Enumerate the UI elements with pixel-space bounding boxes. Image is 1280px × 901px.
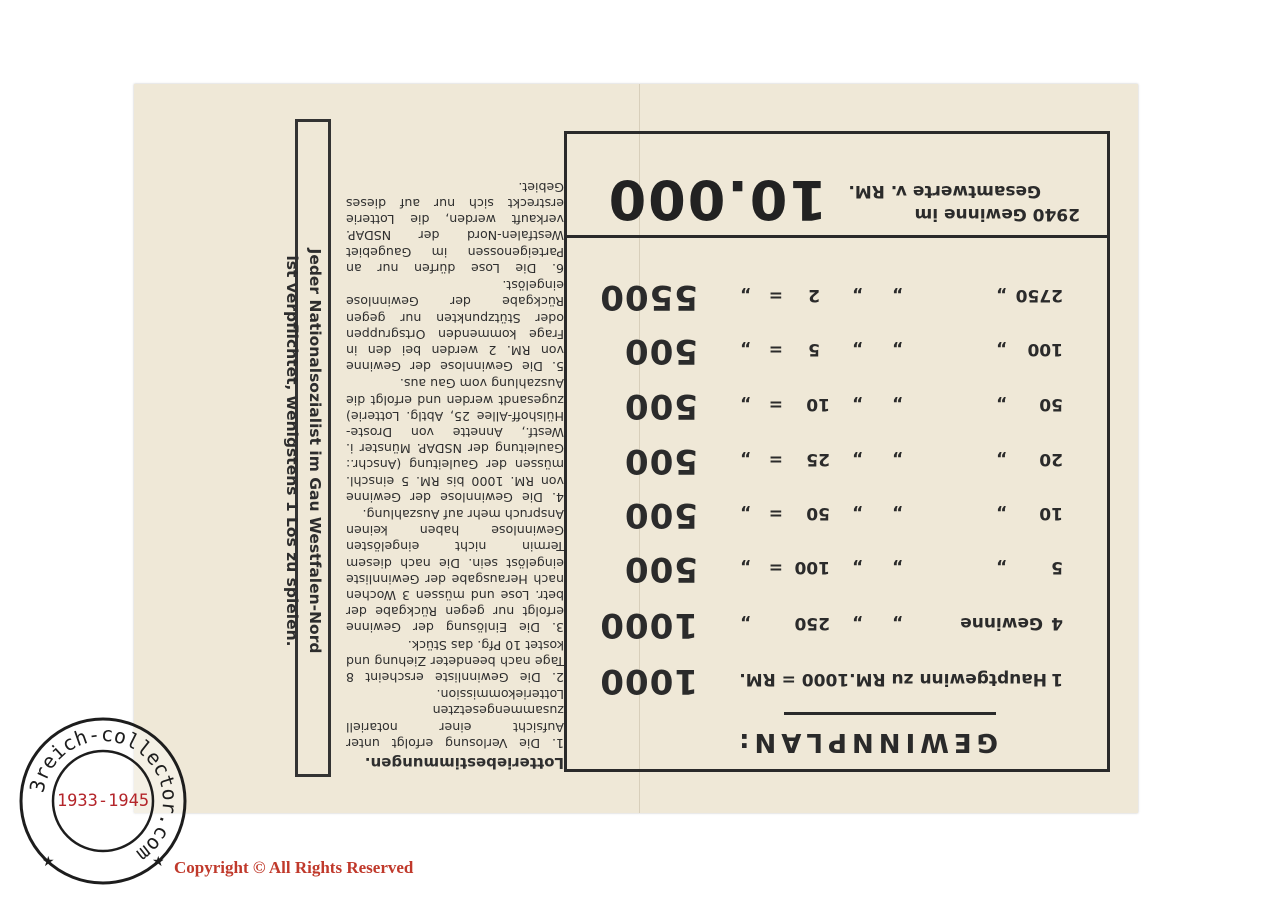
ditto-mark: „: [891, 285, 903, 305]
equals-sign: =: [768, 503, 783, 523]
ditto-mark: „: [891, 449, 903, 469]
ditto-mark: „: [739, 394, 751, 414]
ditto-mark: „: [891, 503, 903, 523]
prize-count: 100: [1027, 339, 1063, 359]
prize-amount: 5500: [599, 277, 698, 317]
notice-line-2: ist verpflichtet, wenigstens 1 Los zu spielen.: [283, 255, 301, 647]
prize-count: 2750: [1015, 285, 1063, 305]
prize-value: 2: [808, 285, 820, 305]
ditto-mark: „: [995, 394, 1007, 414]
ditto-mark: „: [851, 613, 863, 633]
rule-3: 3. Die Einlösung der Gewinne erfolgt nur gegen Rückgabe der betr. Lose und müssen 3 Wochen nach Herausgabe der Gewinnliste eingelöst sein. Die nach diesem Termin nicht eingelösten Gewinnlose haben keinen Anspruch mehr auf Auszahlung.: [346, 506, 564, 636]
stamp-star-left: ★: [42, 854, 55, 870]
ticket-content-rotated: [134, 84, 1138, 813]
collector-stamp: [18, 716, 188, 886]
ditto-mark: „: [995, 449, 1007, 469]
ditto-mark: „: [995, 285, 1007, 305]
prize-count: 5: [1051, 557, 1063, 577]
prize-amount: 500: [624, 331, 698, 371]
prize-count: 20: [1039, 449, 1063, 469]
copyright-notice: Copyright © All Rights Reserved: [174, 858, 414, 877]
stamp-star-right: ★: [152, 854, 165, 870]
rule-6: 6. Die Lose dürfen nur an Parteigenossen im Gaugebiet Westfalen-Nord der NSDAP. verkauft werden, die Lotterie erstreckt sich nur auf dieses Gebiet.: [346, 179, 564, 276]
ditto-mark: „: [739, 339, 751, 359]
equals-sign: =: [768, 449, 783, 469]
ditto-mark: „: [851, 449, 863, 469]
stamp-years: 1933-1945: [56, 791, 150, 811]
ditto-mark: „: [891, 394, 903, 414]
notice-text: [280, 131, 326, 771]
prize-amount: 1000: [599, 661, 698, 701]
equals-sign: =: [768, 285, 783, 305]
rule-4: 4. Die Gewinnlose der Gewinne von RM. 1000 bis RM. 5 einschl. müssen der Gauleitung (Anschr.: Gauleitung der NSDAP. Münster i. Westf., Annette von Droste-Hülshoff-Allee 25, Abtlg. Lotterie) zugesandt werden und erfolgt die Auszahlung vom Gau aus.: [346, 376, 564, 505]
ditto-mark: „: [891, 339, 903, 359]
prize-plan-box: [564, 131, 1110, 772]
total-count-text: 2940 Gewinne im: [914, 204, 1080, 224]
prize-amount: 500: [624, 441, 698, 481]
ditto-mark: „: [995, 339, 1007, 359]
ditto-mark: „: [891, 557, 903, 577]
ditto-mark: „: [851, 503, 863, 523]
ditto-mark: „: [891, 613, 903, 633]
prize-value: 5: [808, 339, 820, 359]
rule-5: 5. Die Gewinnlose der Gewinne von RM. 2 werden bei den in Frage kommenden Ortsgruppen oder Stützpunkten nur gegen Rückgabe der Gewinnlose eingelöst.: [346, 278, 564, 375]
prize-count: 10: [1039, 503, 1063, 523]
prize-value: 250: [794, 613, 830, 633]
lottery-rules: [346, 178, 564, 771]
ditto-mark: „: [851, 557, 863, 577]
rule-1: 1. Die Verlosung erfolgt unter Aufsicht einer notariell zusammengesetzten Lotteriekommission.: [346, 687, 564, 751]
prize-label: Gewinne: [960, 613, 1043, 633]
ditto-mark: „: [739, 285, 751, 305]
notice-line-1: Jeder Nationalsozialist im Gau Westfalen-Nord: [306, 248, 324, 654]
total-amount: 10.000: [606, 168, 827, 231]
total-separator: [567, 235, 1107, 238]
ditto-mark: „: [995, 503, 1007, 523]
plan-title-underline: [784, 712, 996, 715]
equals-sign: =: [768, 557, 783, 577]
equals-sign: =: [768, 339, 783, 359]
prize-label: Hauptgewinn zu RM.1000 = RM.: [739, 669, 1047, 689]
rules-title: Lotteriebestimmungen.: [364, 754, 564, 772]
prize-value: 10: [806, 394, 830, 414]
prize-amount: 500: [624, 549, 698, 589]
prize-value: 100: [794, 557, 830, 577]
ditto-mark: „: [739, 503, 751, 523]
ditto-mark: „: [995, 557, 1007, 577]
ditto-mark: „: [851, 339, 863, 359]
prize-value: 25: [806, 449, 830, 469]
prize-amount: 500: [624, 386, 698, 426]
prize-count: 4: [1051, 613, 1063, 633]
prize-amount: 1000: [599, 605, 698, 645]
prize-value: 50: [806, 503, 830, 523]
lottery-ticket: [134, 84, 1138, 813]
plan-title: GEWINNPLAN:: [734, 727, 998, 757]
ditto-mark: „: [739, 613, 751, 633]
equals-sign: =: [768, 394, 783, 414]
prize-count: 50: [1039, 394, 1063, 414]
ditto-mark: „: [851, 394, 863, 414]
prize-amount: 500: [624, 495, 698, 535]
ditto-mark: „: [739, 557, 751, 577]
stamp-ring-textpath: 3reich-collector.com: [24, 721, 183, 867]
prize-count: 1: [1051, 669, 1063, 689]
ditto-mark: „: [851, 285, 863, 305]
ditto-mark: „: [739, 449, 751, 469]
total-value-label: Gesamtwerte v. RM.: [848, 181, 1041, 201]
rule-2: 2. Die Gewinnliste erscheint 8 Tage nach beendeter Ziehung und kostet 10 Pfg. das Stück.: [346, 637, 564, 685]
